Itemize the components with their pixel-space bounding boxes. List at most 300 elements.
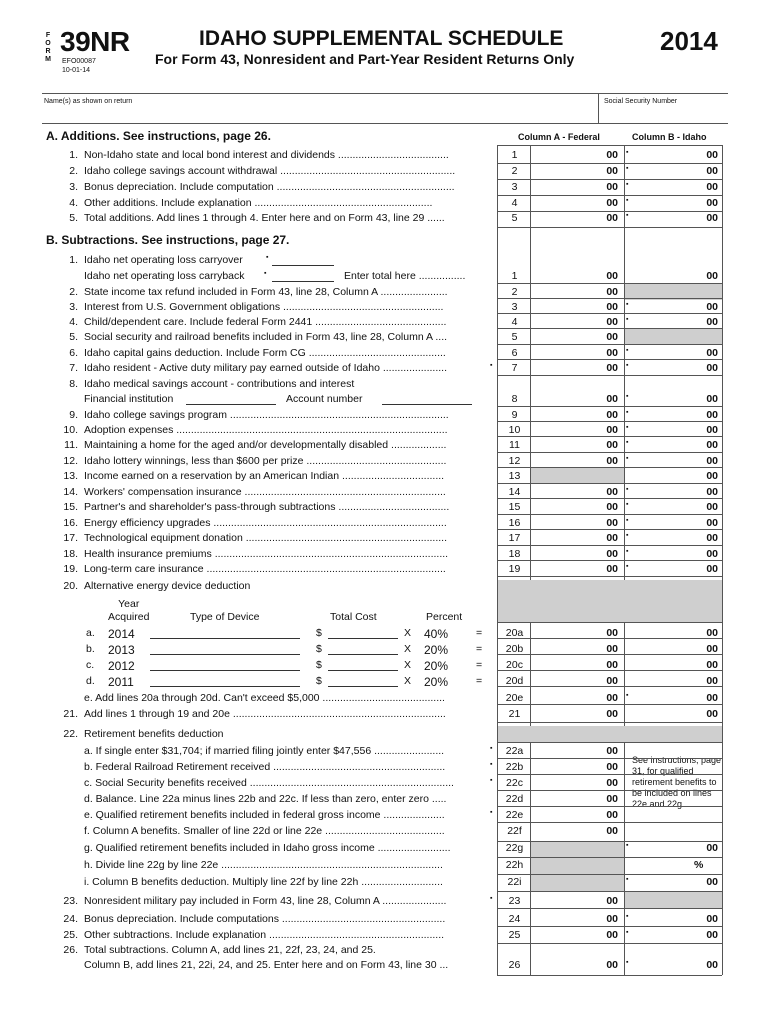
subtractions-line-17-column-a[interactable]: 00: [606, 532, 618, 544]
additions-line-3-column-a[interactable]: 00: [606, 181, 618, 193]
subtractions-line-17: [0, 532, 770, 546]
subtractions-line-12-column-b[interactable]: 00: [706, 455, 718, 467]
grid-line: [497, 891, 722, 892]
total-cost-field[interactable]: [328, 643, 398, 655]
line-22-column-a[interactable]: 00: [606, 793, 618, 805]
year-acquired-header: Year Acquired: [108, 598, 150, 623]
grid-line: [497, 704, 722, 705]
line-22-row: [0, 761, 770, 775]
additions-line-2-mark: ▪: [626, 165, 629, 172]
year-value: 2014: [108, 627, 135, 641]
grid-line: [497, 344, 722, 345]
subtractions-line-2-description: State income tax refund included in Form 43, line 28, Column A .......................: [84, 286, 448, 298]
grid-line: [497, 227, 722, 228]
line-22-row: [0, 825, 770, 839]
subtractions-line-17-number: 17.: [63, 532, 78, 544]
subtractions-line-14-column-b[interactable]: 00: [706, 486, 718, 498]
additions-line-1-number: 1.: [69, 149, 78, 161]
line-22-description: d. Balance. Line 22a minus lines 22b and 22c. If less than zero, enter zero .....: [84, 793, 447, 805]
section-b-heading: B. Subtractions. See instructions, page 27.: [46, 233, 290, 247]
line-21: 21. Add lines 1 through 19 and 20e ......................................................................... 21 00 00: [63, 708, 718, 720]
additions-line-2-description: Idaho college savings account withdrawal ............................................................: [84, 165, 456, 177]
line-22-description: f. Column A benefits. Smaller of line 22d or line 22e .........................................: [84, 825, 445, 837]
column-a-value[interactable]: 00: [606, 675, 618, 687]
line-24: 24. Bonus depreciation. Include computations ........................................................ 24 00 ▪ 00: [63, 913, 718, 925]
subtractions-line-16-description: Energy efficiency upgrades ................................................................................: [84, 517, 447, 529]
grid-line: [497, 686, 722, 687]
grid-line: [497, 545, 722, 546]
grid-line: [497, 283, 722, 284]
subtractions-line-7: [0, 362, 770, 376]
line-22-row: [0, 777, 770, 791]
subtractions-line-2-line-box: 2: [511, 286, 518, 298]
subtractions-line-11-column-a[interactable]: 00: [606, 439, 618, 451]
grid-line: [497, 436, 722, 437]
subtractions-line-15: [0, 501, 770, 515]
subtractions-line-19-column-b[interactable]: 00: [706, 563, 718, 575]
line-22-box: 22b: [505, 761, 524, 773]
subtractions-line-4-description: Child/dependent care. Include federal Form 2441 .............................................: [84, 316, 447, 328]
subtractions-line-5-column-a[interactable]: 00: [606, 331, 618, 343]
subtractions-line-17-line-box: 17: [508, 532, 521, 544]
line-22-description: a. If single enter $31,704; if married filing jointly enter $47,556 ........................: [84, 745, 445, 757]
nol-carryback-field[interactable]: [272, 270, 334, 282]
additions-line-1-description: Non-Idaho state and local bond interest and dividends ......................................: [84, 149, 449, 161]
shaded-cell: [498, 580, 722, 622]
subtractions-line-2-number: 2.: [69, 286, 78, 298]
line-22-column-a[interactable]: 00: [606, 825, 618, 837]
year-value: 2013: [108, 643, 135, 657]
subtractions-line-12-number: 12.: [63, 455, 78, 467]
additions-line-4-column-a[interactable]: 00: [606, 197, 618, 209]
subtractions-line-10-mark: ▪: [626, 424, 629, 431]
percent-value: 20%: [424, 643, 449, 657]
subtractions-line-11-mark: ▪: [626, 439, 629, 446]
subtractions-line-6-line-box: 6: [511, 347, 518, 359]
additions-line-5-column-a[interactable]: 00: [606, 212, 618, 224]
subtractions-line-3-line-box: 3: [511, 301, 518, 313]
shaded-cell: [625, 329, 722, 345]
column-a-value[interactable]: 00: [606, 643, 618, 655]
additions-line-1-column-a[interactable]: 00: [606, 149, 618, 161]
line-22-note: See instructions, page 31, for qualified retirement benefits to be included on lines 22e and 22g.: [632, 755, 722, 809]
subtractions-line-9-description: Idaho college savings program ...........................................................................: [84, 409, 449, 421]
times-sign: X: [404, 659, 412, 671]
subtractions-line-6-description: Idaho capital gains deduction. Include Form CG ...............................................: [84, 347, 446, 359]
subtractions-line-7-number: 7.: [69, 362, 78, 374]
subtractions-line-3-description: Interest from U.S. Government obligations .......................................................: [84, 301, 444, 313]
form-vertical-label: F O R M: [45, 32, 51, 63]
financial-institution-field[interactable]: [186, 393, 276, 405]
line-20-letter: a.: [86, 627, 95, 639]
line-22g: g. Qualified retirement benefits included in Idaho gross income ......................... 22g ▪ 00: [84, 842, 718, 854]
line-26-a: 26. Total subtractions. Column A, add lines 21, 22f, 23, 24, and 25.: [63, 944, 376, 956]
grid-line: [497, 722, 722, 723]
subtractions-line-10-line-box: 10: [508, 424, 521, 436]
line-22-mark: ▪: [490, 761, 493, 768]
grid-line: [497, 359, 722, 360]
subtractions-line-4-column-b[interactable]: 00: [706, 316, 718, 328]
additions-line-4-number: 4.: [69, 197, 78, 209]
subtractions-line-10-description: Adoption expenses .............................................................................................: [84, 424, 448, 436]
form-date: 10-01-14: [62, 67, 91, 74]
line-22-row: [0, 809, 770, 823]
column-b-value[interactable]: 00: [706, 643, 718, 655]
line-20e: e. Add lines 20a through 20d. Can't exceed $5,000 .......................................... 20e 00 ▪ 00: [84, 692, 718, 704]
grid-line: [497, 179, 722, 180]
additions-line-4-line-box: 4: [511, 197, 518, 209]
additions-line-4-description: Other additions. Include explanation .............................................................: [84, 197, 433, 209]
line-22-description: e. Qualified retirement benefits included in federal gross income .....................: [84, 809, 445, 821]
grid-line: [497, 452, 722, 453]
line-22-mark: ▪: [490, 745, 493, 752]
subtractions-line-9-column-b[interactable]: 00: [706, 409, 718, 421]
subtractions-line-19-line-box: 19: [508, 563, 521, 575]
subtractions-line-11-number: 11.: [64, 439, 78, 451]
subtractions-line-9-line-box: 9: [511, 409, 518, 421]
additions-line-5-description: Total additions. Add lines 1 through 4. Enter here and on Form 43, line 29 ......: [84, 212, 445, 224]
line-22-box: 22e: [505, 809, 524, 821]
subtractions-line-7-column-a[interactable]: 00: [606, 362, 618, 374]
tax-year: 2014: [660, 26, 718, 56]
line-22i: i. Column B benefits deduction. Multiply line 22f by line 22h ............................ 22i ▪ 00: [84, 876, 718, 888]
column-a-header: Column A - Federal: [518, 132, 600, 142]
subtractions-line-15-column-b[interactable]: 00: [706, 501, 718, 513]
equals-sign: =: [476, 627, 483, 639]
column-a-value[interactable]: 00: [606, 659, 618, 671]
line-box: 20b: [505, 643, 524, 655]
subtractions-line-14-line-box: 14: [508, 486, 521, 498]
line-22-column-a[interactable]: 00: [606, 809, 618, 821]
subtractions-line-4-line-box: 4: [511, 316, 518, 328]
line-8-title: 8. Idaho medical savings account - contributions and interest: [69, 378, 355, 390]
grid-line: [497, 313, 722, 314]
additions-line-3: [0, 181, 770, 195]
subtractions-line-19-description: Long-term care insurance ..................................................................................: [84, 563, 446, 575]
grid-line: [497, 467, 722, 468]
subtractions-line-16-column-a[interactable]: 00: [606, 517, 618, 529]
grid-line: [497, 943, 722, 944]
device-type-field[interactable]: [150, 659, 300, 671]
grid-line: [497, 163, 722, 164]
additions-line-1-mark: ▪: [626, 149, 629, 156]
subtractions-line-12-mark: ▪: [626, 455, 629, 462]
subtractions-line-5-number: 5.: [69, 331, 78, 343]
dollar-sign: $: [316, 659, 322, 671]
subtractions-line-18-column-a[interactable]: 00: [606, 548, 618, 560]
names-label: Name(s) as shown on return: [44, 98, 133, 105]
grid-line: [497, 375, 722, 376]
subtractions-line-17-mark: ▪: [626, 532, 629, 539]
subtractions-line-9-mark: ▪: [626, 409, 629, 416]
percent-value: 20%: [424, 675, 449, 689]
line-22-row: [0, 793, 770, 807]
additions-line-2: [0, 165, 770, 179]
line-20-letter: b.: [86, 643, 95, 655]
line-23: 23. Nonresident military pay included in Form 43, line 28, Column A ...................... ▪ 23 00: [63, 895, 618, 907]
device-type-field[interactable]: [150, 643, 300, 655]
grid-line: [497, 806, 722, 807]
form-code: EFO00087: [62, 58, 96, 65]
subtractions-line-6-column-a[interactable]: 00: [606, 347, 618, 359]
device-type-field[interactable]: [150, 675, 300, 687]
subtractions-line-6-column-b[interactable]: 00: [706, 347, 718, 359]
line-8: Financial institution Account number 8 00 ▪ 00: [84, 393, 718, 405]
page-subtitle: For Form 43, Nonresident and Part-Year Resident Returns Only: [155, 51, 575, 67]
subtractions-line-14-mark: ▪: [626, 486, 629, 493]
grid-line: [497, 857, 722, 858]
column-a-value[interactable]: 00: [606, 627, 618, 639]
subtractions-line-12-column-a[interactable]: 00: [606, 455, 618, 467]
subtractions-line-16-number: 16.: [63, 517, 78, 529]
grid-line: [497, 841, 722, 842]
grid-line: [497, 742, 722, 743]
subtractions-line-16-column-b[interactable]: 00: [706, 517, 718, 529]
subtractions-line-15-mark: ▪: [626, 501, 629, 508]
grid-line: [497, 576, 722, 577]
subtractions-line-5-line-box: 5: [511, 331, 518, 343]
grid-line: [497, 298, 722, 299]
subtractions-line-18-description: Health insurance premiums ................................................................................: [84, 548, 449, 560]
subtractions-line-9-number: 9.: [69, 409, 78, 421]
additions-line-1: [0, 149, 770, 163]
subtractions-line-18-line-box: 18: [508, 548, 521, 560]
page-title: IDAHO SUPPLEMENTAL SCHEDULE: [199, 27, 564, 50]
additions-line-3-column-b[interactable]: 00: [706, 181, 718, 193]
equals-sign: =: [476, 659, 483, 671]
subtractions-line-10-number: 10.: [63, 424, 78, 436]
line-22-row: [0, 745, 770, 759]
subtractions-line-12-line-box: 12: [508, 455, 521, 467]
grid-line: [497, 529, 722, 530]
nol-carryover-field[interactable]: [272, 254, 334, 266]
line-box: 20a: [505, 627, 524, 639]
subtractions-line-7-description: Idaho resident - Active duty military pay earned outside of Idaho ......................: [84, 362, 448, 374]
line-20-letter: d.: [86, 675, 95, 687]
grid-line: [497, 670, 722, 671]
additions-line-1-column-b[interactable]: 00: [706, 149, 718, 161]
subtractions-line-18-mark: ▪: [626, 548, 629, 555]
subtractions-line-7-mark: ▪: [626, 362, 629, 369]
line-22-description: c. Social Security benefits received ......................................................................: [84, 777, 454, 789]
year-value: 2011: [108, 675, 134, 689]
grid-line: [497, 483, 722, 484]
divider: [42, 123, 728, 124]
subtractions-line-7-mark: ▪: [490, 362, 493, 369]
subtractions-line-7-column-b[interactable]: 00: [706, 362, 718, 374]
additions-line-4: [0, 197, 770, 211]
grid-line: [497, 622, 722, 623]
line-20-title: 20. Alternative energy device deduction: [63, 580, 251, 592]
line-20-letter: c.: [86, 659, 95, 671]
subtractions-line-15-line-box: 15: [508, 501, 521, 513]
subtractions-line-10-column-b[interactable]: 00: [706, 424, 718, 436]
names-field[interactable]: [44, 108, 598, 123]
cost-header: Total Cost: [330, 611, 377, 623]
grid-line: [497, 654, 722, 655]
additions-line-5-number: 5.: [69, 212, 78, 224]
subtractions-line-3-column-a[interactable]: 00: [606, 301, 618, 313]
line-22h: h. Divide line 22g by line 22e ............................................................................ 22h %: [84, 859, 704, 871]
shaded-cell: [531, 468, 624, 484]
grid-line: [497, 822, 722, 823]
dollar-sign: $: [316, 675, 322, 687]
line-box: 20c: [506, 659, 523, 671]
grid-line: [497, 421, 722, 422]
subtractions-line-14-description: Workers' compensation insurance .....................................................................: [84, 486, 446, 498]
subtractions-line-6-mark: ▪: [626, 347, 629, 354]
subtractions-line-3-number: 3.: [69, 301, 78, 313]
additions-line-5-line-box: 5: [511, 212, 518, 224]
subtractions-line-14-number: 14.: [63, 486, 78, 498]
grid-line: [497, 908, 722, 909]
line-22-box: 22c: [506, 777, 523, 789]
line-22-box: 22d: [505, 793, 524, 805]
equals-sign: =: [476, 675, 483, 687]
subtractions-line-15-number: 15.: [63, 501, 78, 513]
grid-line: [497, 638, 722, 639]
line-22-box: 22a: [505, 745, 524, 757]
subtractions-line-13-column-b[interactable]: 00: [706, 470, 718, 482]
additions-line-1-line-box: 1: [511, 149, 518, 161]
line-22-box: 22f: [507, 825, 522, 837]
grid-line: [497, 560, 722, 561]
grid-line: [497, 514, 722, 515]
subtractions-line-10-column-a[interactable]: 00: [606, 424, 618, 436]
subtractions-line-5-description: Social security and railroad benefits included in Form 43, line 28, Column A ....: [84, 331, 448, 343]
subtractions-line-4-column-a[interactable]: 00: [606, 316, 618, 328]
dollar-sign: $: [316, 643, 322, 655]
subtractions-line-17-column-b[interactable]: 00: [706, 532, 718, 544]
grid-line: [497, 874, 722, 875]
additions-line-2-column-b[interactable]: 00: [706, 165, 718, 177]
additions-line-2-column-a[interactable]: 00: [606, 165, 618, 177]
divider: [42, 93, 728, 94]
form-number: 39NR: [60, 26, 130, 57]
line-26: Column B, add lines 21, 22i, 24, and 25. Enter here and on Form 43, line 30 ... 26 00 ▪ 00: [84, 959, 718, 971]
subtractions-line-18-number: 18.: [63, 548, 78, 560]
percent-value: 20%: [424, 659, 449, 673]
subtractions-line-19: [0, 563, 770, 577]
additions-line-3-mark: ▪: [626, 181, 629, 188]
total-cost-field[interactable]: [328, 659, 398, 671]
subtractions-line-16-line-box: 16: [508, 517, 521, 529]
subtractions-line-4-mark: ▪: [626, 316, 629, 323]
subtractions-line-13-description: Income earned on a reservation by an American Indian ...................................: [84, 470, 445, 482]
line-22-column-a[interactable]: 00: [606, 745, 618, 757]
subtractions-line-7-line-box: 7: [511, 362, 518, 374]
type-header: Type of Device: [190, 611, 260, 623]
additions-line-2-number: 2.: [69, 165, 78, 177]
line-22-mark: ▪: [490, 777, 493, 784]
subtractions-line-14-column-a[interactable]: 00: [606, 486, 618, 498]
grid-line: [497, 498, 722, 499]
grid-line: [497, 406, 722, 407]
column-b-value[interactable]: 00: [706, 627, 718, 639]
dollar-sign: $: [316, 627, 322, 639]
subtractions-line-9-column-a[interactable]: 00: [606, 409, 618, 421]
subtractions-line-13: [0, 470, 770, 484]
line-22-description: b. Federal Railroad Retirement received ...........................................................: [84, 761, 446, 773]
subtractions-line-2-column-a[interactable]: 00: [606, 286, 618, 298]
additions-line-5-mark: ▪: [626, 212, 629, 219]
additions-line-3-line-box: 3: [511, 181, 518, 193]
line-1-carryback: Idaho net operating loss carryback ▪ Enter total here ................ 1 00 00: [84, 270, 718, 282]
additions-line-5-column-b[interactable]: 00: [706, 212, 718, 224]
total-cost-field[interactable]: [328, 627, 398, 639]
grid-line: [497, 758, 722, 759]
subtractions-line-15-description: Partner's and shareholder's pass-through subtractions ......................................: [84, 501, 450, 513]
grid-line: [497, 211, 722, 212]
subtractions-line-3-column-b[interactable]: 00: [706, 301, 718, 313]
subtractions-line-11-line-box: 11: [509, 439, 520, 451]
account-number-field[interactable]: [382, 393, 472, 405]
subtractions-line-11-column-b[interactable]: 00: [706, 439, 718, 451]
ssn-label: Social Security Number: [604, 98, 678, 105]
subtractions-line-11: [0, 439, 770, 453]
times-sign: X: [404, 627, 412, 639]
subtractions-line-19-column-a[interactable]: 00: [606, 563, 618, 575]
additions-line-2-line-box: 2: [511, 165, 518, 177]
grid-line: [497, 975, 722, 976]
grid-line: [497, 328, 722, 329]
additions-line-4-column-b[interactable]: 00: [706, 197, 718, 209]
subtractions-line-17-description: Technological equipment donation .....................................................................: [84, 532, 447, 544]
column-b-value[interactable]: 00: [706, 659, 718, 671]
percent-header: Percent: [426, 611, 463, 623]
line-22-column-a[interactable]: 00: [606, 777, 618, 789]
additions-line-3-number: 3.: [69, 181, 78, 193]
ssn-field[interactable]: [602, 108, 730, 123]
line-22-mark: ▪: [490, 809, 493, 816]
subtractions-line-6-number: 6.: [69, 347, 78, 359]
times-sign: X: [404, 643, 412, 655]
additions-line-3-description: Bonus depreciation. Include computation .............................................................: [84, 181, 455, 193]
divider: [598, 93, 599, 123]
subtractions-line-3-mark: ▪: [626, 301, 629, 308]
line-box: 20d: [505, 675, 524, 687]
line-25: 25. Other subtractions. Include explanation ............................................................ 25 00 ▪ 00: [63, 929, 718, 941]
section-a-heading: A. Additions. See instructions, page 26.: [46, 129, 271, 143]
equals-sign: =: [476, 643, 483, 655]
subtractions-line-11-description: Maintaining a home for the aged and/or developmentally disabled ...................: [84, 439, 447, 451]
grid-line: [497, 145, 722, 146]
grid-line: [497, 790, 722, 791]
subtractions-line-19-mark: ▪: [626, 563, 629, 570]
additions-line-5: [0, 212, 770, 226]
grid-line: [497, 195, 722, 196]
subtractions-line-13-line-box: 13: [508, 470, 521, 482]
subtractions-line-19-number: 19.: [63, 563, 78, 575]
percent-value: 40%: [424, 627, 449, 641]
subtractions-line-12-description: Idaho lottery winnings, less than $600 per prize ................................................: [84, 455, 447, 467]
device-type-field[interactable]: [150, 627, 300, 639]
year-value: 2012: [108, 659, 135, 673]
subtractions-line-15-column-a[interactable]: 00: [606, 501, 618, 513]
column-b-value[interactable]: 00: [706, 675, 718, 687]
grid-line: [497, 774, 722, 775]
line-22-title: 22. Retirement benefits deduction: [63, 728, 224, 740]
column-b-header: Column B - Idaho: [632, 132, 707, 142]
additions-line-4-mark: ▪: [626, 197, 629, 204]
subtractions-line-4-number: 4.: [69, 316, 78, 328]
total-cost-field[interactable]: [328, 675, 398, 687]
grid-line: [497, 926, 722, 927]
subtractions-line-18-column-b[interactable]: 00: [706, 548, 718, 560]
subtractions-line-16-mark: ▪: [626, 517, 629, 524]
line-22-column-a[interactable]: 00: [606, 761, 618, 773]
line-1-carryover: 1. Idaho net operating loss carryover ▪: [0, 254, 770, 268]
